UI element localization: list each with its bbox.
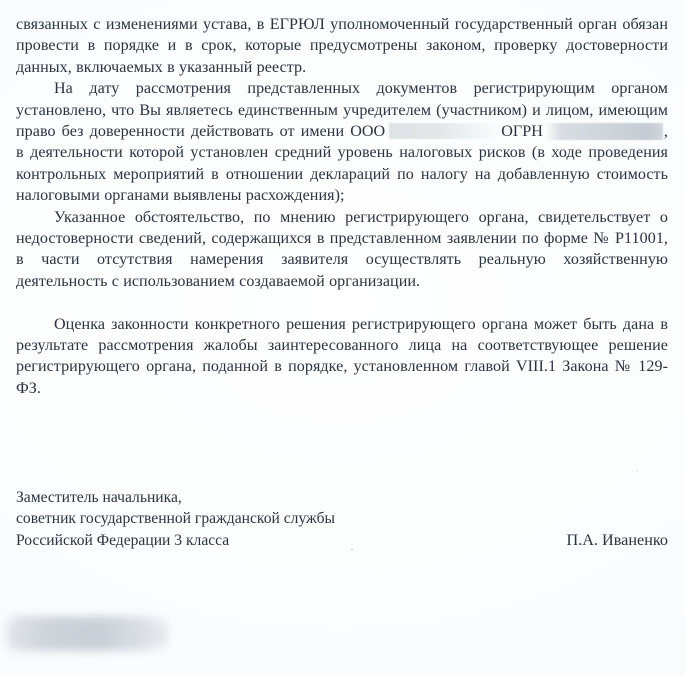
ooo-name-redaction	[389, 123, 501, 139]
scan-speck	[636, 470, 638, 472]
footer-blurred-redaction	[6, 616, 168, 651]
paragraph-2	[16, 78, 668, 206]
signatory-title-line-1: Заместитель начальника,	[16, 489, 182, 506]
paragraph-1-text: связанных с изменениями устава, в ЕГРЮЛ уполномоченный государственный орган обязан провести в порядке и в срок, которые предусмотрены законом, проверку достоверности данных, включаемых в указанный реестр.	[16, 16, 668, 76]
signatory-name: П.А. Иваненко	[566, 530, 668, 549]
signatory-title-and-name-row	[16, 530, 668, 551]
paragraph-4-text: Оценка законности конкретного решения регистрирующего органа может быть дана в результате рассмотрения жалобы заинтересованного лица на соответствующее решение регистрирующего органа, поданной в порядке, установленном главой VIII.1 Закона № 129-ФЗ.	[16, 315, 668, 397]
signatory-title-line-2: советник государственной гражданской службы	[16, 510, 336, 528]
paragraph-2-text-part-1: На дату рассмотрения представленных документов регистрирующим органом установлено, что Вы являетесь единственным учредителем (участником) и лицом, имеющим право без доверенности действовать от имени ООО	[16, 80, 668, 141]
paragraph-3	[16, 207, 668, 293]
signatory-title-line-3: Российской Федерации 3 класса	[16, 531, 230, 549]
paragraph-2-text-part-3: , в деятельности которой установлен средний уровень налоговых рисков (в ходе проведения контрольных мероприятий в отношении деклараций по налогу на добавленную стоимость налоговыми органами выявлены расхождения);	[16, 123, 668, 205]
document-body	[16, 14, 668, 399]
signature-block	[16, 487, 668, 551]
paragraph-1	[16, 14, 668, 78]
paragraph-2-label-ogrn: ОГРН	[501, 123, 543, 141]
ogrn-number-redaction	[547, 123, 663, 140]
paragraph-4	[16, 314, 668, 400]
paragraph-3-text: Указанное обстоятельство, по мнению регистрирующего органа, свидетельствует о недостоверности сведений, содержащихся в представленном заявлении по форме № Р11001, в части отсутствия намерения заявителя осуществлять реальную хозяйственную деятельность с использованием создаваемой организации.	[16, 208, 668, 290]
